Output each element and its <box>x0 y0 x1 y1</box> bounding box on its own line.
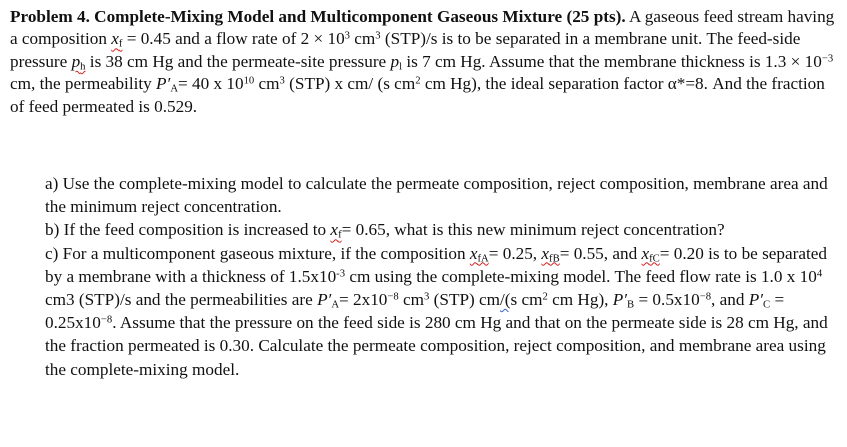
problem-parts <box>45 172 835 381</box>
exponent: −8 <box>699 291 712 303</box>
intro-text: = 0.45 and a flow rate of 2 × 10 <box>122 29 345 49</box>
grammar-flag: /( <box>500 290 511 310</box>
part-c-text: = 0.55, and <box>559 243 642 263</box>
problem-intro <box>10 6 840 118</box>
var-xfb: $x_{fB}$ <box>541 243 560 265</box>
exponent: 3 <box>344 31 350 43</box>
exponent: -3 <box>336 268 346 280</box>
exponent: 10 <box>243 75 255 87</box>
part-a: a) Use the complete-mixing model to calculate the permeate composition, reject composition, membrane area and the minimum reject concentration. <box>45 174 828 217</box>
var-xfa: $x_{fA}$ <box>469 243 489 265</box>
part-b-text: b) If the feed composition is increased to <box>45 220 331 240</box>
part-c-text: (STP) cm <box>429 290 501 310</box>
exponent: −8 <box>100 314 113 326</box>
part-b <box>45 218 835 241</box>
intro-text: A gaseous feed stream having a composition <box>10 7 835 49</box>
var-xf: $x_f$ <box>330 220 342 242</box>
var-xf: $x_f$ <box>111 29 123 51</box>
part-c-text: cm using the complete-mixing model. The feed flow rate is 1.0 x 10 <box>345 266 817 286</box>
part-c-text: cm3 (STP)/s and the permeabilities are <box>45 290 318 310</box>
exponent: 4 <box>816 268 823 280</box>
intro-text: (STP) x cm/ (s cm <box>284 74 416 94</box>
exponent: 3 <box>375 31 381 43</box>
var-pc: $P'_C$ <box>748 290 771 311</box>
var-pl: $p_l$ <box>390 51 403 73</box>
intro-text: is 7 cm Hg. Assume that the membrane thickness is 1.3 × 10 <box>402 51 822 71</box>
var-xfc: $x_{fC}$ <box>641 243 660 265</box>
intro-text: (STP)/s is to be separated in a membrane unit. The feed-side pressure <box>10 29 801 71</box>
part-c <box>45 242 835 381</box>
part-c-text: = 0.20 is to be separated by a membrane with a thickness of 1.5x10 <box>45 243 827 286</box>
part-c-text: , and <box>711 290 749 310</box>
exponent: −3 <box>821 53 834 65</box>
exponent: 2 <box>415 75 421 87</box>
intro-text: is 38 cm Hg and the permeate-site pressure <box>85 51 391 71</box>
exponent: 2 <box>542 291 548 303</box>
exponent: 3 <box>279 75 285 87</box>
intro-text: cm Hg), the ideal separation factor α*=8. And the fraction of feed permeated is 0.529. <box>10 74 825 116</box>
exponent: −8 <box>387 291 399 303</box>
var-pb: $P'_B$ <box>612 290 635 311</box>
part-c-text: . Assume that the pressure on the feed side is 280 cm Hg and that on the permeate side is 28 cm Hg, and the fraction permeated is 0.30. Calculate the permeate composition, reject composition, and membrane area using the complete-mixing model. <box>45 313 828 379</box>
part-b-text: = 0.65, what is this new minimum reject concentration? <box>341 220 725 240</box>
part-c-text: = 0.25x10 <box>45 290 785 333</box>
part-c-text: cm Hg), <box>547 290 613 310</box>
part-c-text: = 2x10 <box>339 290 388 310</box>
part-c-text: = 0.25, <box>488 243 542 263</box>
intro-text: cm <box>254 74 280 94</box>
part-c-text: cm <box>398 290 425 310</box>
intro-text: cm <box>350 29 376 49</box>
part-c-text: = 0.5x10 <box>634 290 700 310</box>
part-c-text: c) For a multicomponent gaseous mixture, if the composition <box>45 243 470 263</box>
problem-title: Problem 4. Complete-Mixing Model and Multicomponent Gaseous Mixture (25 pts). <box>10 7 626 26</box>
exponent: 3 <box>424 291 430 303</box>
intro-text: = 40 x 10 <box>178 74 244 94</box>
var-ph: $p_h$ <box>71 51 86 73</box>
var-pa: $P'_A$ <box>156 74 179 95</box>
part-c-text: s cm <box>510 290 543 310</box>
var-pa: $P'_A$ <box>317 290 340 311</box>
intro-text: cm, the permeability <box>10 74 157 94</box>
